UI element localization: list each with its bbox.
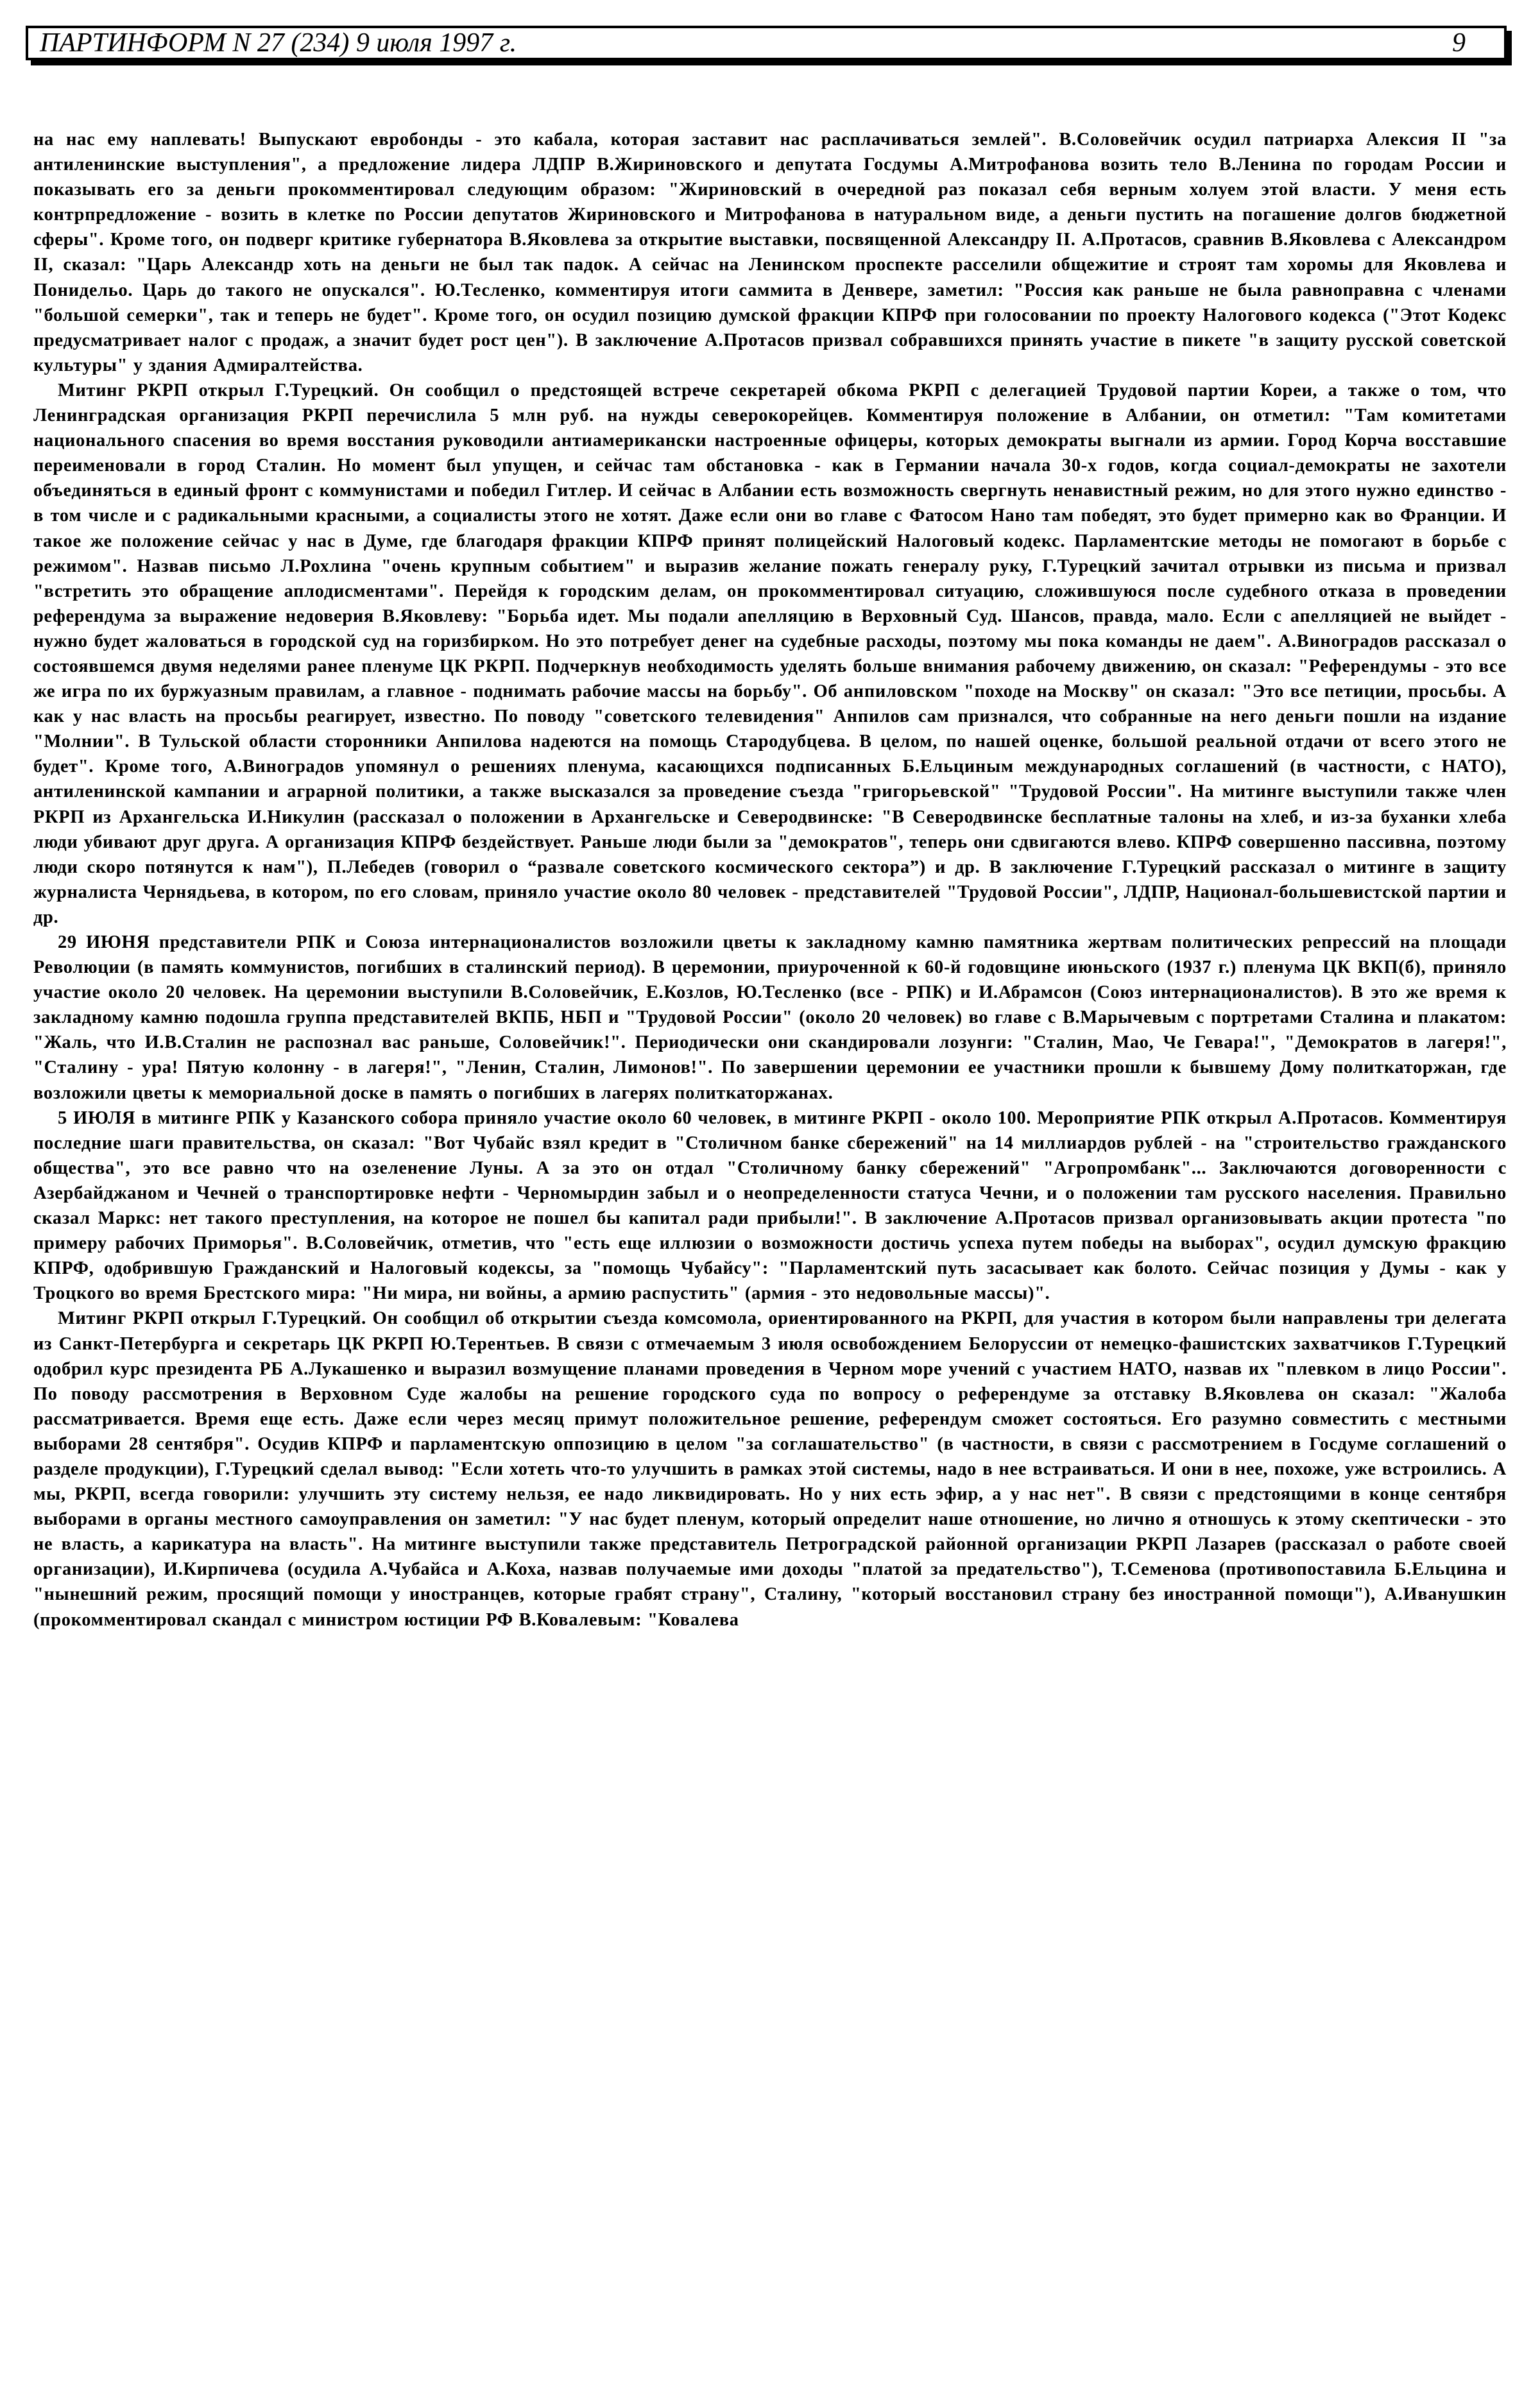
publication-title: ПАРТИНФОРМ N 27 (234) 9 июля 1997 г. [40,28,517,58]
article-paragraph: 5 ИЮЛЯ в митинге РПК у Казанского собора приняло участие около 60 человек, в митинге РКРП - около 100. Мероприятие РПК открыл А.Протасов. Комментируя последние шаги правительства, он сказал: "Вот Чубайс взял кредит в "Столичном банке сбережений" на 14 миллиардов рублей - на "строительство гражданского общества", это все равно что на озеленение Луны. А за это он отдал "Столичному банку сбережений" "Агропромбанк"... Заключаются договоренности с Азербайджаном и Чечней о транспортировке нефти - Черномырдин забыл и о неопределенности статуса Чечни, и о положении там русского населения. Правильно сказал Маркс: нет такого преступления, на которое не пошел бы капитал ради прибыли!". В заключение А.Протасов призвал организовывать акции протеста "по примеру рабочих Приморья". В.Соловейчик, отметив, что "есть еще иллюзии о возможности достичь успеха путем победы на выборах", осудил думскую фракцию КПРФ, одобрившую Гражданский и Налоговый кодексы, за "помощь Чубайсу": "Парламентский путь засасывает как болото. Сейчас позиция у Думы - как у Троцкого во время Брестского мира: "Ни мира, ни войны, а армию распустить" (армия - это недовольные массы)". [33,1108,1507,1304]
page-header [26,26,1507,60]
article-paragraph: Митинг РКРП открыл Г.Турецкий. Он сообщил об открытии съезда комсомола, ориентированного на РКРП, для участия в котором были направлены три делегата из Санкт-Петербурга и секретарь ЦК РКРП Ю.Терентьев. В связи с отмечаемым 3 июля освобождением Белоруссии от немецко-фашистских захватчиков Г.Турецкий одобрил курс президента РБ А.Лукашенко и выразил возмущение планами проведения в Черном море учений с участием НАТО, назвав их "плевком в лицо России". По поводу рассмотрения в Верховном Суде жалобы на решение городского суда по вопросу о референдуме за отставку В.Яковлева он сказал: "Жалоба рассматривается. Время еще есть. Даже если через месяц примут положительное решение, референдум сможет состояться. Его разумно совместить с местными выборами 28 сентября". Осудив КПРФ и парламентскую оппозицию в целом "за соглашательство" (в частности, в связи с рассмотрением в Госдуме соглашений о разделе продукции), Г.Турецкий сделал вывод: "Если хотеть что-то улучшить в рамках этой системы, надо в нее встраиваться. И они в нее, похоже, уже встроились. А мы, РКРП, всегда говорили: улучшить эту систему нельзя, ее надо ликвидировать. Но у них есть эфир, а у нас нет". В связи с предстоящими в конце сентября выборами в органы местного самоуправления он заметил: "У нас будет пленум, который определит наше отношение, но лично я отношусь к этому скептически - это не власть, а карикатура на власть". На митинге выступили также представитель Петроградской районной организации РКРП Лазарев (рассказал о работе своей организации), И.Кирпичева (осудила А.Чубайса и А.Коха, назвав получаемые ими доходы "платой за предательство"), Т.Семенова (противопоставила Б.Ельцина и "нынешний режим, просящий помощи у иностранцев, которые грабят страну", Сталину, "который восстановил страну без иностранной помощи"), А.Иванушкин (прокомментировал скандал с министром юстиции РФ В.Ковалевым: "Ковалева [33,1308,1507,1630]
article-body [33,127,1507,1632]
article-paragraph: Митинг РКРП открыл Г.Турецкий. Он сообщил о предстоящей встрече секретарей обкома РКРП с делегацией Трудовой партии Кореи, а также о том, что Ленинградская организация РКРП перечислила 5 млн руб. на нужды северокорейцев. Комментируя положение в Албании, он отметил: "Там комитетами национального спасения во время восстания руководили антиамерикански настроенные офицеры, которых демократы выгнали из армии. Город Корча восставшие переименовали в город Сталин. Но момент был упущен, и сейчас там обстановка - как в Германии начала 30-х годов, когда социал-демократы не захотели объединяться в единый фронт с коммунистами и победил Гитлер. И сейчас в Албании есть возможность свергнуть ненавистный режим, но для этого нужно единство - в том числе и с радикальными красными, а социалисты этого не хотят. Даже если они во главе с Фатосом Нано там победят, это будет примерно как во Франции. И такое же положение сейчас у нас в Думе, где благодаря фракции КПРФ принят полицейский Налоговый кодекс. Парламентские методы не помогают в борьбе с режимом". Назвав письмо Л.Рохлина "очень крупным событием" и выразив желание пожать генералу руку, Г.Турецкий зачитал отрывки из письма и призвал "встретить это обращение аплодисментами". Перейдя к городским делам, он прокомментировал ситуацию, сложившуюся после судебного отказа в проведении референдума за выражение недоверия В.Яковлеву: "Борьба идет. Мы подали апелляцию в Верховный Суд. Шансов, правда, мало. Если с апелляцией не выйдет - нужно будет жаловаться в городской суд на горизбиркoм. Но это потребует денег на судебные расходы, поэтому мы пока команды не даем". А.Виноградов рассказал о состоявшемся двумя неделями ранее пленуме ЦК РКРП. Подчеркнув необходимость уделять больше внимания рабочему движению, он сказал: "Референдумы - это все же игра по их буржуазным правилам, а главное - поднимать рабочие массы на борьбу". Об анпиловском "походе на Москву" он сказал: "Это все петиции, просьбы. А как у нас власть на просьбы реагирует, известно. По поводу "советского телевидения" Анпилов сам признался, что собранные на него деньги пошли на издание "Молнии". В Тульской области сторонники Анпилова надеются на помощь Стародубцева. В целом, по нашей оценке, большой реальной отдачи от всего этого не будет". Кроме того, А.Виноградов упомянул о решениях пленума, касающихся подписанных Б.Ельциным международных соглашений (в частности, с НАТО), антиленинской кампании и аграрной политики, а также высказался за проведение съезда "григорьевской" "Трудовой России". На митинге выступили также член РКРП из Архангельска И.Никулин (рассказал о положении в Архангельске и Северодвинске: "В Северодвинске бесплатные талоны на хлеб, и из-за буханки хлеба люди убивают друг друга. А организация КПРФ бездействует. Раньше люди были за "демократов", теперь они сдвигаются влево. КПРФ совершенно пассивна, поэтому люди скоро потянутся к нам"), П.Лебедев (говорил о “развале советского космического сектора”) и др. В заключение Г.Турецкий рассказал о митинге в защиту журналиста Чернядьева, в котором, по его словам, приняло участие около 80 человек - представителей "Трудовой России", ЛДПР, Национал-большевистской партии и др. [33,380,1507,927]
page-number: 9 [1452,28,1466,58]
article-paragraph: на нас ему наплевать! Выпускают евробонды - это кабала, которая заставит нас расплачиваться землей". В.Соловейчик осудил патриарха Алексия II "за антиленинские выступления", а предложение лидера ЛДПР В.Жириновского и депутата Госдумы А.Митрофанова возить тело В.Ленина по городам России и показывать его за деньги прокомментировал следующим образом: "Жириновский в очередной раз показал себя верным холуем этой власти. У меня есть контрпредложение - возить в клетке по России депутатов Жириновского и Митрофанова в натуральном виде, а деньги пустить на погашение долгов бюджетной сферы". Кроме того, он подверг критике губернатора В.Яковлева за открытие выставки, посвященной Александру II. А.Протасов, сравнив В.Яковлева с Александром II, сказал: "Царь Александр хоть на деньги не был так падок. А сейчас на Ленинском проспекте расселили общежитие и строят там хоромы для Яковлева и Понидельо. Царь до такого не опускался". Ю.Тесленко, комментируя итоги саммита в Денвере, заметил: "Россия как раньше не была равноправна с членами "большой семерки", так и теперь не будет". Кроме того, он осудил позицию думской фракции КПРФ при голосовании по проекту Налогового кодекса ("Этот Кодекс предусматривает налог с продаж, а значит будет рост цен"). В заключение А.Протасов призвал собравшихся принять участие в пикете "в защиту русской советской культуры" у здания Адмиралтейства. [33,130,1507,375]
article-paragraph: 29 ИЮНЯ представители РПК и Союза интернационалистов возложили цветы к закладному камню памятника жертвам политических репрессий на площади Революции (в память коммунистов, погибших в сталинский период). В церемонии, приуроченной к 60-й годовщине июньского (1937 г.) пленума ЦК ВКП(б), приняло участие около 20 человек. На церемонии выступили В.Соловейчик, Е.Козлов, Ю.Тесленко (все - РПК) и И.Абрамсон (Союз интернационалистов). В это же время к закладному камню подошла группа представителей ВКПБ, НБП и "Трудовой России" (около 20 человек) во главе с В.Марычевым с портретами Сталина и плакатом: "Жаль, что И.В.Сталин не распознал вас раньше, Соловейчик!". Периодически они скандировали лозунги: "Сталин, Мао, Че Гевара!", "Демократов в лагеря!", "Сталину - ура! Пятую колонну - в лагеря!", "Ленин, Сталин, Лимонов!". По завершении церемонии ее участники прошли к бывшему Дому политкаторжан, где возложили цветы к мемориальной доске в память о погибших в лагерях политкаторжанах. [33,932,1507,1103]
